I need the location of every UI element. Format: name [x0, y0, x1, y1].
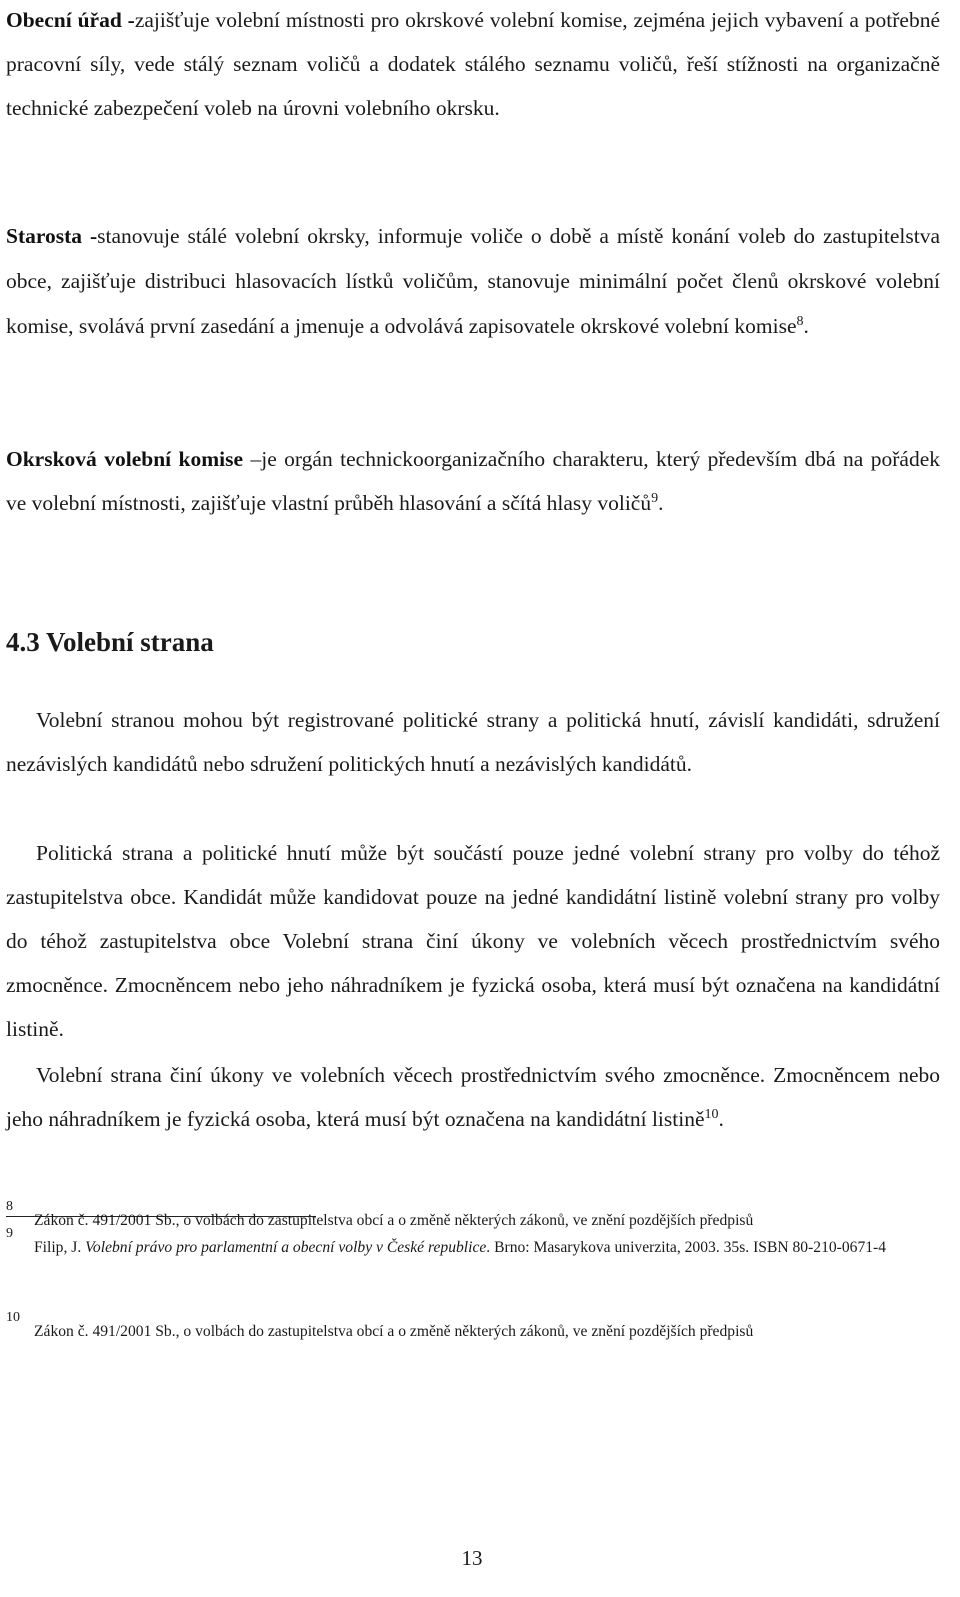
term-starosta: Starosta -	[6, 224, 98, 248]
footnote-10	[6, 1310, 940, 1346]
paragraph-okrskova-komise: Okrsková volební komise –je orgán technickoorganizačního charakteru, který především dbá na pořádek ve volební místnosti, zajišťuje vlastní průběh hlasování a sčítá hlasy voličů$^9$.	[6, 447, 941, 515]
footnote-number: 9	[6, 1226, 13, 1241]
paragraph-text: zajišťuje volební místnosti pro okrskové volební komise, zejména jejich vybavení a potřebné pracovní síly, vede stálý seznam voličů a dodatek stálého seznamu voličů, řeší stížnosti na organizačně technické zabezpečení voleb na úrovni volebního okrsku.	[6, 8, 940, 120]
paragraph-politicka-strana: Politická strana a politické hnutí může být součástí pouze jedné volební strany pro volby do téhož zastupitelstva obce. Kandidát může kandidovat pouze na jedné kandidátní listině volební strany pro volby do téhož zastupitelstva obce Volební strana činí úkony ve volebních věcech prostřednictvím svého zmocněnce. Zmocněncem nebo jeho náhradníkem je fyzická osoba, která musí být označena na kandidátní listině.	[6, 841, 940, 1041]
footnote-text: Filip, J. Volební právo pro parlamentní a obecní volby v České republice. Brno: Masarykova univerzita, 2003. 35s. ISBN 80-210-0671-4	[34, 1239, 887, 1256]
paragraph-text: Volební strana činí úkony ve volebních věcech prostřednictvím svého zmocněnce. Zmocněncem nebo jeho náhradníkem je fyzická osoba, která musí být označena na kandidátní listině	[6, 1063, 940, 1131]
paragraph-starosta: Starosta -stanovuje stálé volební okrsky, informuje voliče o době a místě konání voleb do zastupitelstva obce, zajišťuje distribuci hlasovacích lístků voličům, stanovuje minimální počet členů okrskové volební komise, svolává první zasedání a jmenuje a odvolává zapisovatele okrskové volební komise$^8$.	[6, 224, 940, 338]
footnote-text: Zákon č. 491/2001 Sb., o volbách do zastupitelstva obcí a o změně některých zákonů, ve znění pozdějších předpisů	[34, 1212, 754, 1229]
paragraph-obecni-urad	[6, 0, 940, 130]
footnote-number: 10	[6, 1310, 20, 1325]
footnote-9	[6, 1226, 940, 1262]
paragraph-text: –je orgán technickoorganizačního charakteru, který především dbá na pořádek ve volební místnosti, zajišťuje vlastní průběh hlasování a sčítá hlasy voličů	[6, 447, 941, 515]
paragraph-zmocnenec: Volební strana činí úkony ve volebních věcech prostřednictvím svého zmocněnce. Zmocněncem nebo jeho náhradníkem je fyzická osoba, která musí být označena na kandidátní listině$^{10}$.	[6, 1063, 940, 1131]
footnote-number: 8	[6, 1199, 13, 1214]
footnote-text: Zákon č. 491/2001 Sb., o volbách do zastupitelstva obcí a o změně některých zákonů, ve znění pozdějších předpisů	[34, 1323, 754, 1340]
paragraph-text: stanovuje stálé volební okrsky, informuje voliče o době a místě konání voleb do zastupitelstva obce, zajišťuje distribuci hlasovacích lístků voličům, stanovuje minimální počet členů okrskové volební komise, svolává první zasedání a jmenuje a odvolává zapisovatele okrskové volební komise	[6, 224, 940, 338]
footnote-ref-8[interactable]: 8	[796, 314, 804, 329]
footnote-ref-10[interactable]: 10	[704, 1107, 719, 1122]
term-okrskova-komise: Okrsková volební komise	[6, 447, 244, 471]
book-title: Volební právo pro parlamentní a obecní volby v České republice	[85, 1239, 487, 1256]
footnote-8	[6, 1199, 940, 1235]
footnote-ref-9[interactable]: 9	[651, 491, 659, 506]
page-number: 13	[461, 1546, 483, 1570]
section-heading: 4.3 Volební strana	[6, 627, 214, 657]
paragraph-volebni-strana: Volební stranou mohou být registrované politické strany a politická hnutí, závislí kandidáti, sdružení nezávislých kandidátů nebo sdružení politických hnutí a nezávislých kandidátů.	[6, 708, 940, 776]
term-obecni-urad: Obecní úřad -	[6, 8, 135, 32]
